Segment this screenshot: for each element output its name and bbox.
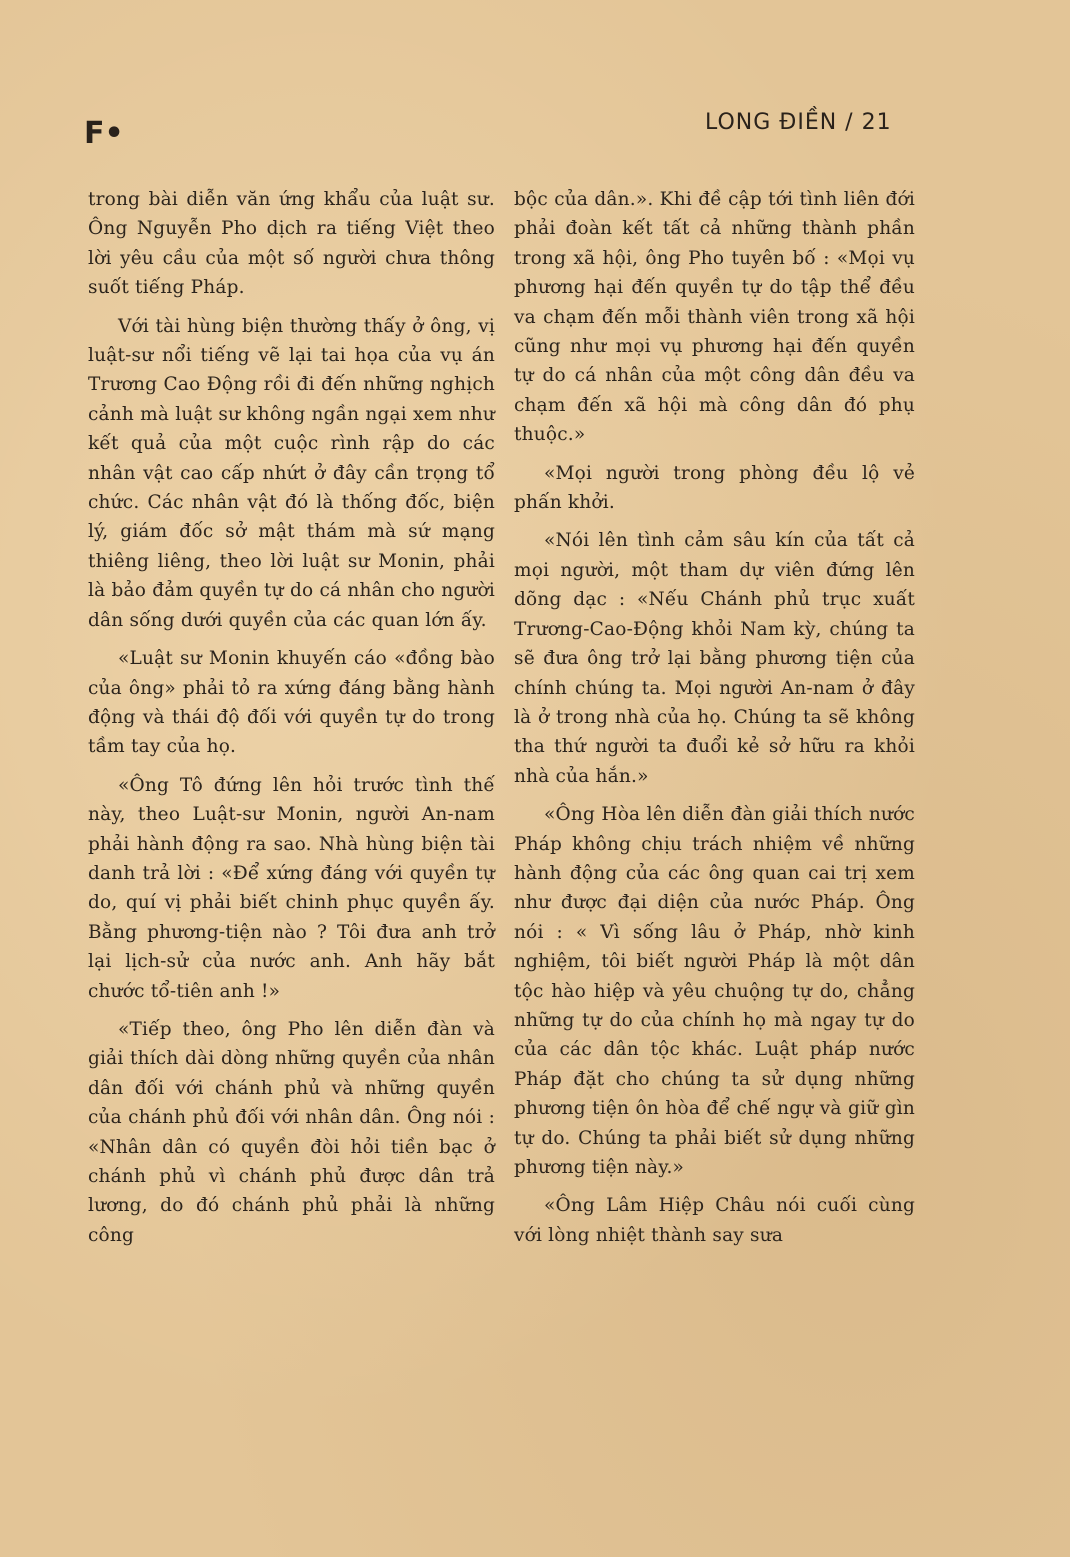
left-text-column [88,185,495,1259]
paragraph: «Ông Tô đứng lên hỏi trước tình thế này, theo Luật-sư Monin, người An-nam phải hành động ra sao. Nhà hùng biện tài danh trả lời : «Để xứng đáng với quyền tự do, quí vị phải biết chinh phục quyền ấy. Bằng phương-tiện nào ? Tôi đưa anh trở lại lịch-sử của nước anh. Anh hãy bắt chước tổ-tiên anh !» [88,774,495,1002]
paragraph: «Nói lên tình cảm sâu kín của tất cả mọi người, một tham dự viên đứng lên dõng dạc : «Nếu Chánh phủ trục xuất Trương-Cao-Động khỏi Nam kỳ, chúng ta sẽ đưa ông trở lại bằng phương tiện của chính chúng ta. Mọi người An-nam ở đây là ở trong nhà của họ. Chúng ta sẽ không tha thứ người ta đuổi kẻ sở hữu ra khỏi nhà của hắn.» [514,530,915,787]
paragraph: «Tiếp theo, ông Pho lên diễn đàn và giải thích dài dòng những quyền của nhân dân đối với chánh phủ và những quyền của chánh phủ đối với nhân dân. Ông nói : «Nhân dân có quyền đòi hỏi tiền bạc ở chánh phủ vì chánh phủ được dân trả lương, do đó chánh phủ phải là những công [88,1018,495,1246]
paragraph: Với tài hùng biện thường thấy ở ông, vị luật-sư nổi tiếng vẽ lại tai họa của vụ án Trương Cao Động rồi đi đến những nghịch cảnh mà luật sư không ngần ngại xem như kết quả của một cuộc rình rập do các nhân vật cao cấp nhứt ở đây cần trọng tổ chức. Các nhân vật đó là thống đốc, biện lý, giám đốc sở mật thám mà sứ mạng thiêng liêng, theo lời luật sư Monin, phải là bảo đảm quyền tự do cá nhân cho người dân sống dưới quyền của các quan lớn ấy. [88,315,495,631]
paragraph: bộc của dân.». Khi đề cập tới tình liên đới phải đoàn kết tất cả những thành phần trong xã hội, ông Pho tuyên bố : «Mọi vụ phương hại đến quyền tự do tập thể đều va chạm đến mỗi thành viên trong xã hội cũng như mọi vụ phương hại đến quyền tự do cá nhân của một công dân đều va chạm đến xã hội mà công dân đó phụ thuộc.» [514,189,915,446]
paragraph: «Luật sư Monin khuyến cáo «đồng bào của ông» phải tỏ ra xứng đáng bằng hành động và thái độ đối với quyền tự do trong tầm tay của họ. [88,648,495,758]
right-text-column [514,185,915,1259]
paragraph: «Ông Hòa lên diễn đàn giải thích nước Pháp không chịu trách nhiệm về những hành động của các ông quan cai trị xem như được đại diện của nước Pháp. Ông nói : « Vì sống lâu ở Pháp, nhờ kinh nghiệm, tôi biết người Pháp là một dân tộc hào hiệp và yêu chuộng tự do, chẳng những tự do của chính họ mà ngay tự do của các dân tộc khác. Luật pháp nước Pháp đặt cho chúng ta sử dụng những phương tiện ôn hòa để chế ngự và giữ gìn tự do. Chúng ta phải biết sử dụng những phương tiện này.» [514,804,915,1178]
running-header: LONG ĐIỀN / 21 [705,110,892,135]
paragraph: «Ông Lâm Hiệp Châu nói cuối cùng với lòng nhiệt thành say sưa [514,1195,915,1246]
paragraph: «Mọi người trong phòng đều lộ vẻ phấn khởi. [514,462,915,514]
page-corner-mark: F• [84,116,124,151]
paragraph: trong bài diễn văn ứng khẩu của luật sư. Ông Nguyễn Pho dịch ra tiếng Việt theo lời yêu cầu của một số người chưa thông suốt tiếng Pháp. [88,189,495,299]
